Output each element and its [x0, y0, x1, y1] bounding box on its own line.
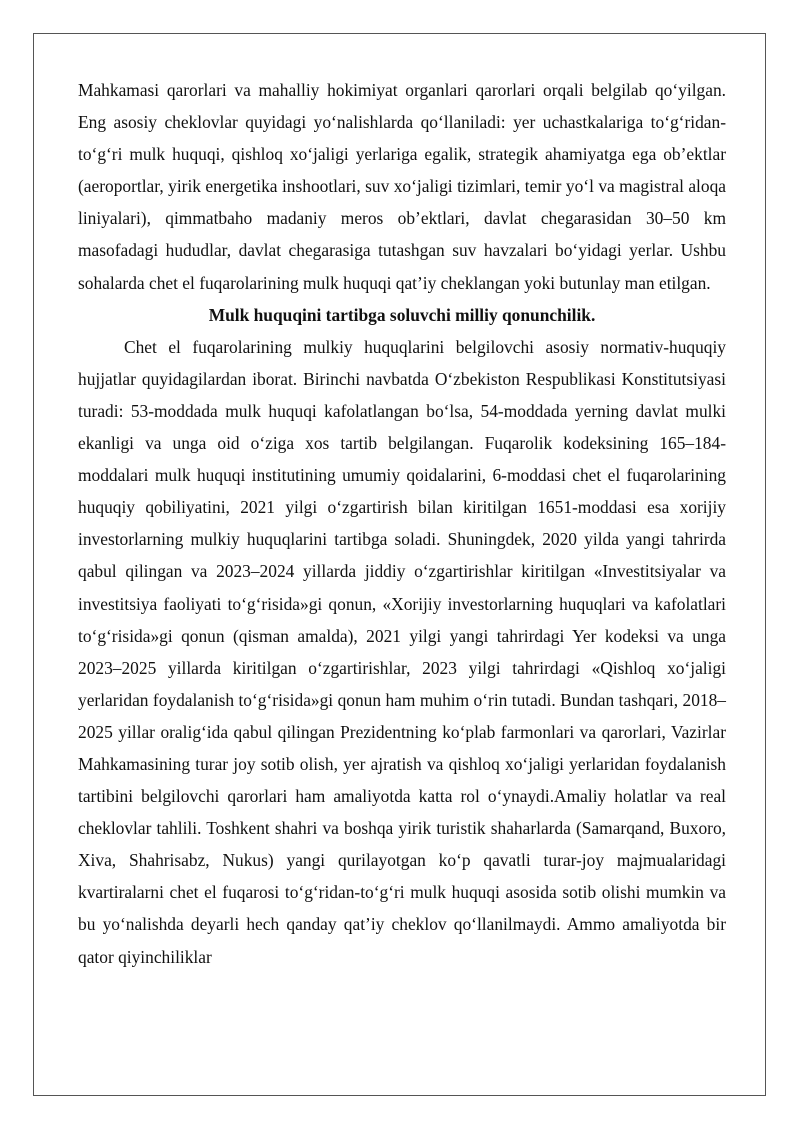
body-paragraph: Mahkamasi qarorlari va mahalliy hokimiyat organlari qarorlari orqali belgilab qo‘yilgan. Eng asosiy cheklovlar quyidagi yo‘nalishlarda qo‘llaniladi: yer uchastkalariga to‘g‘ridan-to‘g‘ri mulk huquqi, qishloq xo‘jaligi yerlariga egalik, strategik ahamiyatga ega ob’ektlar (aeroportlar, yirik energetika inshootlari, suv xo‘jaligi tizimlari, temir yo‘l va magistral aloqa liniyalari), qimmatbaho madaniy meros ob’ektlari, davlat chegarasidan 30–50 km masofadagi hududlar, davlat chegarasiga tutashgan suv havzalari bo‘yidagi yerlar. Ushbu sohalarda chet el fuqarolarining mulk huquqi qat’iy cheklangan yoki butunlay man etilgan. [78, 80, 726, 293]
body-paragraph: Chet el fuqarolarining mulkiy huquqlarini belgilovchi asosiy normativ-huquqiy hujjatlar quyidagilardan iborat. Birinchi navbatda O‘zbekiston Respublikasi Konstitutsiyasi turadi: 53-moddada mulk huquqi kafolatlangan bo‘lsa, 54-moddada yerning davlat mulki ekanligi va unga oid o‘ziga xos tartib belgilangan. Fuqarolik kodeksining 165–184-moddalari mulk huquqi institutining umumiy qoidalarini, 6-moddasi chet el fuqarolarining huquqiy qobiliyatini, 2021 yilgi o‘zgartirish bilan kiritilgan 1651-moddasi esa xorijiy investorlarning mulkiy huquqlarini tartibga soladi. Shuningdek, 2020 yilda yangi tahrirda qabul qilingan va 2023–2024 yillarda jiddiy o‘zgartirishlar kiritilgan «Investitsiyalar va investitsiya faoliyati to‘g‘risida»gi qonun, «Xorijiy investorlarning huquqlari va kafolatlari to‘g‘risida»gi qonun (qisman amalda), 2021 yilgi yangi tahrirdagi Yer kodeksi va unga 2023–2025 yillarda kiritilgan o‘zgartirishlar, 2023 yilgi tahrirdagi «Qishloq xo‘jaligi yerlaridan foydalanish to‘g‘risida»gi qonun ham muhim o‘rin tutadi. Bundan tashqari, 2018–2025 yillar oralig‘ida qabul qilingan Prezidentning ko‘plab farmonlari va qarorlari, Vazirlar Mahkamasining turar joy sotib olish, yer ajratish va qishloq xo‘jaligi yerlaridan foydalanish tartibini belgilovchi qarorlari ham amaliyotda katta rol o‘ynaydi.Amaliy holatlar va real cheklovlar tahlili. Toshkent shahri va boshqa yirik turistik shaharlarda (Samarqand, Buxoro, Xiva, Shahrisabz, Nukus) yangi qurilayotgan ko‘p qavatli turar-joy majmualaridagi kvartiralarni chet el fuqarosi to‘g‘ridan-to‘g‘ri mulk huquqi asosida sotib olishi mumkin va bu yo‘nalishda deyarli hech qanday qat’iy cheklov qo‘llanilmaydi. Ammo amaliyotda bir qator qiyinchiliklar [78, 336, 726, 967]
section-heading: Mulk huquqini tartibga soluvchi milliy qonunchilik. [208, 304, 596, 325]
page-content [78, 74, 726, 973]
